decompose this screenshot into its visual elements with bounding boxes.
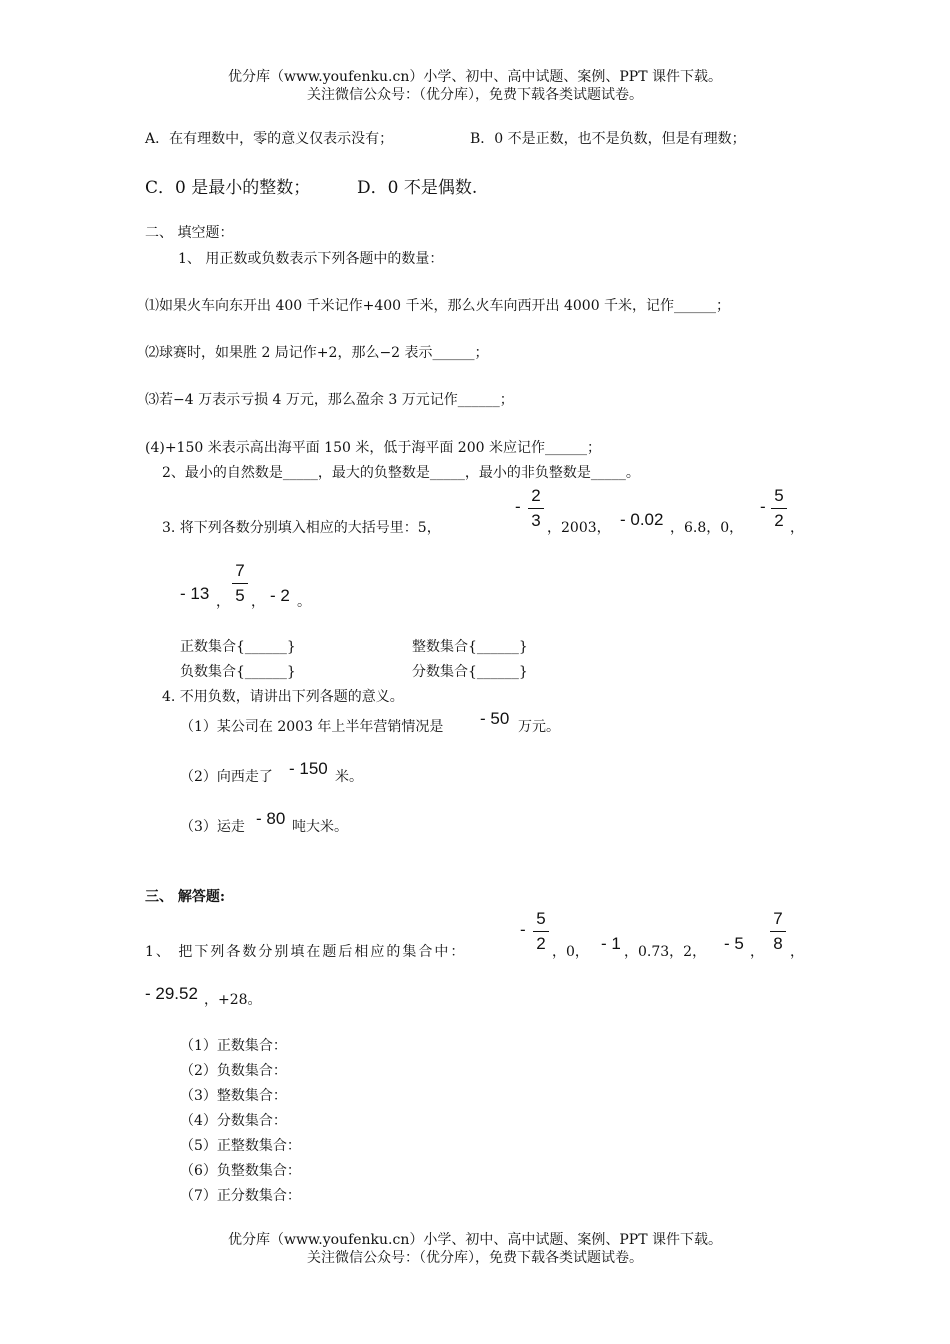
q3-number-1: - 0.02 xyxy=(620,510,664,529)
q2: 2、最小的自然数是_____，最大的负整数是_____，最小的非负整数是_____。 xyxy=(162,465,640,481)
s3-q1-number-2: - 5 xyxy=(724,934,744,953)
set-positive: 正数集合{______} xyxy=(180,639,296,655)
set-list-item-negative: （2）负数集合： xyxy=(180,1063,287,1079)
set-negative: 负数集合{______} xyxy=(180,664,296,680)
q1-item-4: (4)+150 米表示高出海平面 150 米，低于海平面 200 米应记作______； xyxy=(145,440,601,456)
set-list-item-negative-integer: （6）负整数集合： xyxy=(180,1163,301,1179)
s3-q1-fraction-2-numerator: 7 xyxy=(773,909,783,928)
s3-q1-fraction-1 xyxy=(533,909,549,954)
s3-q1-text-3: ， xyxy=(750,944,764,960)
q3-text-1: ，2003， xyxy=(547,520,611,536)
q4-item-3-prefix: （3）运走 xyxy=(180,819,245,835)
choice-c: C．0 是最小的整数； xyxy=(145,178,311,198)
footer-line-1: 优分库（www.youfenku.cn）小学、初中、高中试题、案例、PPT 课件下载。 xyxy=(227,1232,722,1248)
q3-text-3: ， xyxy=(790,520,804,536)
s3-q1-fraction-1-sign: - xyxy=(520,920,526,939)
choice-d: D．0 不是偶数. xyxy=(357,178,478,198)
q4-item-2-suffix: 米。 xyxy=(335,769,363,785)
set-integer: 整数集合{______} xyxy=(412,639,528,655)
choice-a: A．在有理数中，零的意义仅表示没有； xyxy=(145,131,394,147)
set-list-item-positive-integer: （5）正整数集合： xyxy=(180,1138,301,1154)
q3-fraction-2 xyxy=(771,486,787,531)
s3-q1-fraction-1-numerator: 5 xyxy=(536,909,546,928)
s3-q1-text-2: ，0.73，2， xyxy=(624,944,707,960)
q3-prefix: 3. 将下列各数分别填入相应的大括号里：5， xyxy=(162,520,441,536)
q4-item-2-number: - 150 xyxy=(289,759,328,778)
s3-q1-text-1: ，0， xyxy=(552,944,589,960)
footer-line-2: 关注微信公众号：（优分库），免费下载各类试题试卷。 xyxy=(307,1250,643,1266)
set-list-item-fraction: （4）分数集合： xyxy=(180,1113,287,1129)
set-list xyxy=(180,1034,301,1209)
q3-text-6: 。 xyxy=(297,594,311,610)
q4-item-1-suffix: 万元。 xyxy=(518,719,560,735)
section-3-title: 三、 解答题: xyxy=(145,889,226,905)
s3-q1-prefix: 1、 把下列各数分别填在题后相应的集合中： xyxy=(145,944,467,960)
set-list-item-positive-fraction: （7）正分数集合： xyxy=(180,1188,301,1204)
header-line-1: 优分库（www.youfenku.cn）小学、初中、高中试题、案例、PPT 课件下载。 xyxy=(227,69,722,85)
q3-text-2: ，6.8，0， xyxy=(670,520,744,536)
header-line-2: 关注微信公众号：（优分库），免费下载各类试题试卷。 xyxy=(307,87,643,103)
s3-q1-fraction-2 xyxy=(770,909,786,954)
s3-q1-number-1: - 1 xyxy=(601,934,621,953)
fraction-bar xyxy=(533,931,549,932)
q4-item-2-prefix: （2）向西走了 xyxy=(180,769,273,785)
q1-item-2: ⑵球赛时，如果胜 2 局记作+2，那么−2 表示______； xyxy=(145,345,489,361)
q3-fraction-3-denominator: 5 xyxy=(235,586,245,605)
s3-q1-text-5: ，+28。 xyxy=(204,992,262,1008)
q1-intro: 1、 用正数或负数表示下列各题中的数量： xyxy=(178,251,444,267)
q1-item-1: ⑴如果火车向东开出 400 千米记作+400 千米，那么火车向西开出 4000 千米，记作______； xyxy=(145,298,731,314)
s3-q1-fraction-2-denominator: 8 xyxy=(773,934,783,953)
q3-text-5: ， xyxy=(251,594,265,610)
set-list-item-integer: （3）整数集合： xyxy=(180,1088,287,1104)
q4-intro: 4. 不用负数，请讲出下列各题的意义。 xyxy=(162,689,404,705)
q4-item-1-prefix: （1）某公司在 2003 年上半年营销情况是 xyxy=(180,719,444,735)
set-fraction: 分数集合{______} xyxy=(412,664,528,680)
s3-q1-fraction-1-denominator: 2 xyxy=(536,934,546,953)
q3-fraction-1-sign: - xyxy=(515,497,521,516)
q3-fraction-2-numerator: 5 xyxy=(774,486,784,505)
section-2-title: 二、 填空题： xyxy=(145,225,234,241)
q1-item-3: ⑶若−4 万表示亏损 4 万元，那么盈余 3 万元记作______； xyxy=(145,392,514,408)
q3-number-3: - 2 xyxy=(270,586,290,605)
fraction-bar xyxy=(232,583,248,584)
q3-fraction-1 xyxy=(528,486,544,531)
q3-text-4: ， xyxy=(216,594,230,610)
s3-q1-text-4: ， xyxy=(790,944,804,960)
choice-b: B．0 不是正数，也不是负数，但是有理数； xyxy=(470,131,746,147)
q4-item-1-number: - 50 xyxy=(480,709,510,728)
q4-item-3-suffix: 吨大米。 xyxy=(292,819,348,835)
q3-number-2: - 13 xyxy=(180,584,210,603)
fraction-bar xyxy=(771,508,787,509)
set-list-item-positive: （1）正数集合： xyxy=(180,1038,287,1054)
q3-fraction-2-sign: - xyxy=(760,497,766,516)
q3-fraction-1-denominator: 3 xyxy=(531,511,541,530)
q4-item-3-number: - 80 xyxy=(256,809,286,828)
q3-fraction-2-denominator: 2 xyxy=(774,511,784,530)
fraction-bar xyxy=(528,508,544,509)
s3-q1-number-3: - 29.52 xyxy=(145,984,198,1003)
q3-fraction-3 xyxy=(232,561,248,606)
q3-fraction-3-numerator: 7 xyxy=(235,561,245,580)
fraction-bar xyxy=(770,931,786,932)
q3-fraction-1-numerator: 2 xyxy=(531,486,541,505)
